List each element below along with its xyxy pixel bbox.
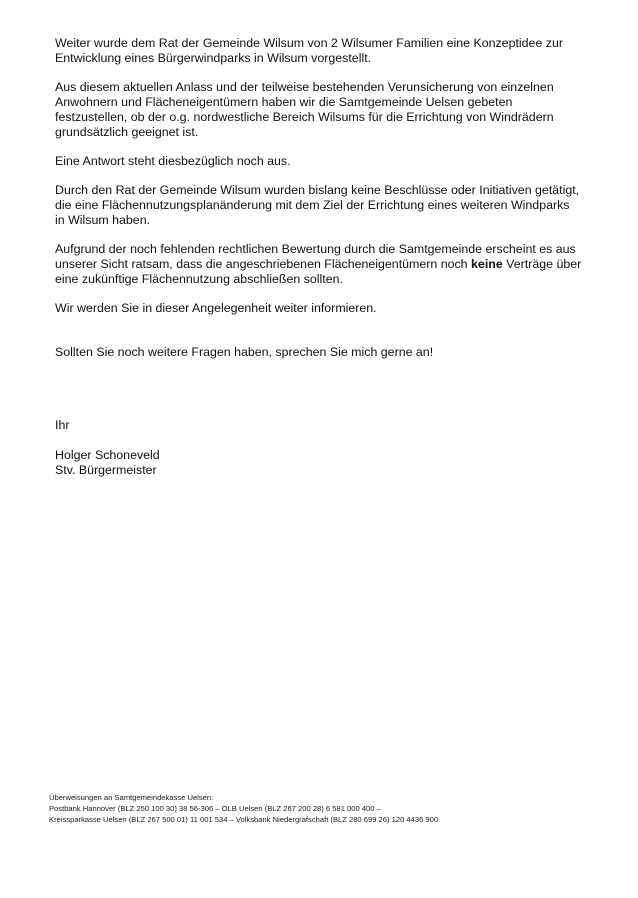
- text-line: festzustellen, ob der o.g. nordwestliche Bereich Wilsums für die Errichtung von Windrädern: [55, 110, 554, 124]
- text-line: grundsätzlich geeignet ist.: [55, 125, 199, 139]
- text-line: Entwicklung eines Bürgerwindparks in Wilsum vorgestellt.: [55, 51, 372, 65]
- paragraph-fragen: [55, 345, 615, 360]
- text-line: [55, 257, 615, 272]
- text-line: Durch den Rat der Gemeinde Wilsum wurden bislang keine Beschlüsse oder Initiativen getätigt,: [55, 183, 580, 197]
- paragraph-anlass: [55, 80, 615, 140]
- paragraph-bewertung: [55, 242, 615, 287]
- text-line: Aufgrund der noch fehlenden rechtlichen Bewertung durch die Samtgemeinde erscheint es aus: [55, 242, 576, 256]
- text-line: die eine Flächennutzungsplanänderung mit dem Ziel der Errichtung eines weiteren Windparks: [55, 198, 570, 212]
- text-segment: unserer Sicht ratsam, dass die angeschriebenen Flächeneigentümern noch: [55, 257, 472, 271]
- footer-line: Postbank Hannover (BLZ 250 100 30) 38 56-306 – OLB Uelsen (BLZ 267 200 28) 6 581 000 400 –: [49, 804, 381, 813]
- footer-line: Überweisungen an Samtgemeindekasse Uelsen:: [49, 793, 214, 802]
- letter-body: [55, 36, 615, 478]
- text-line: Wir werden Sie in dieser Angelegenheit weiter informieren.: [55, 301, 377, 315]
- text-line: eine zukünftige Flächennutzung abschließen sollten.: [55, 272, 343, 286]
- signature-block: [55, 448, 615, 478]
- paragraph-beschluesse: [55, 183, 615, 228]
- paragraph-antwort: [55, 154, 615, 169]
- text-line: in Wilsum haben.: [55, 213, 151, 227]
- bank-details-footer: [49, 792, 609, 825]
- signer-title: Stv. Bürgermeister: [55, 463, 157, 477]
- text-line: Aus diesem aktuellen Anlass und der teilweise bestehenden Verunsicherung von einzelnen: [55, 80, 554, 94]
- text-line: Anwohnern und Flächeneigentümern haben wir die Samtgemeinde Uelsen gebeten: [55, 95, 513, 109]
- text-line: Sollten Sie noch weitere Fragen haben, sprechen Sie mich gerne an!: [55, 345, 434, 359]
- signer-name: Holger Schoneveld: [55, 448, 160, 462]
- text-line: Ihr: [55, 418, 70, 432]
- emphasis-keine: keine: [471, 257, 503, 271]
- text-line: Eine Antwort steht diesbezüglich noch aus.: [55, 154, 291, 168]
- text-line: Weiter wurde dem Rat der Gemeinde Wilsum von 2 Wilsumer Familien eine Konzeptidee zur: [55, 36, 563, 50]
- paragraph-konzeptidee: [55, 36, 615, 66]
- paragraph-information: [55, 301, 615, 316]
- text-segment: Verträge über: [502, 257, 582, 271]
- footer-line: Kreissparkasse Uelsen (BLZ 267 500 01) 11 001 534 – Volksbank Niedergrafschaft (BLZ 280 699 26) 120 4436 900: [49, 815, 439, 824]
- closing-salutation: [55, 418, 615, 433]
